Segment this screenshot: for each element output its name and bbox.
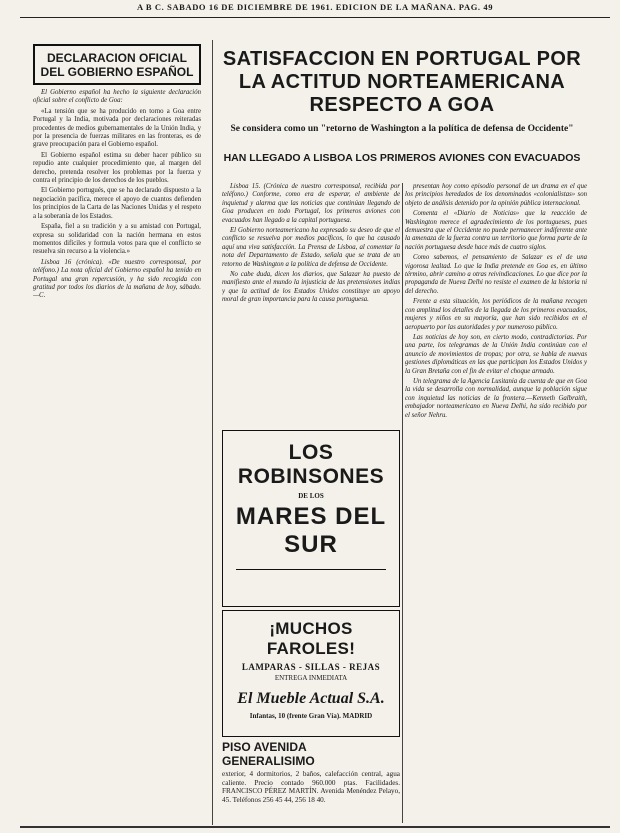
left-paragraph: El Gobierno portugués, que se ha declarado dispuesto a la negociación pacífica, merece el apoyo de cuantos defienden los principios de la Carta de las Naciones Unidas y el respeto a la soberanía de los Estados. (33, 187, 201, 220)
left-article-title: DECLARACION OFICIAL DEL GOBIERNO ESPAÑOL (33, 44, 201, 85)
faroles-address: Infantas, 10 (frente Gran Vía). MADRID (249, 712, 373, 720)
left-paragraph: España, fiel a su tradición y a su amistad con Portugal, expresa su solidaridad con la nación hermana en estos momentos difíciles y formula votos para que el conflicto se resuelva sin recurso a la violencia.» (33, 223, 201, 256)
column-divider (212, 40, 213, 825)
robinsones-ad (222, 430, 400, 607)
left-paragraph: «La tensión que se ha producido en torno a Goa entre Portugal y la India, motivada por declaraciones reiteradas procedentes de medios gubernamentales de la Unión India, y por la presencia de fuerzas militares en las fronteras, es de grave preocupación para el Gobierno español. (33, 107, 201, 149)
piso-text: exterior, 4 dormitorios, 2 baños, calefacción central, agua caliente. Precio contado 960.000 ptas. Facilidades. FRANCISCO PÉREZ MARTÍN. Avenida Menéndez Pelayo, 45. Teléfonos 256 45 44, 256 18 40. (222, 770, 400, 804)
right-paragraph: Las noticias de hoy son, en cierto modo, contradictorias. Por una parte, los telegramas de la Unión India continúan con el anuncio de movimientos de tropas; por otra, se habla de nuevas gestiones diplomáticas en las que participan los Estados Unidos y la Gran Bretaña con el fin de evitar el choque armado. (405, 333, 587, 375)
mid-paragraph: El Gobierno norteamericano ha expresado su deseo de que el conflicto se resuelva por medios pacíficos, lo que ha causado aquí una viva satisfacción. La Prensa de Lisboa, al comentar la nota del Departamento de Estado, señala que se trata de un retorno de Washington a la política de defensa de Occidente. (222, 227, 400, 268)
right-column (405, 183, 587, 813)
ad-divider (236, 569, 386, 570)
column-divider (402, 183, 403, 823)
bottom-rule (20, 826, 610, 828)
mid-paragraph: No cabe duda, dicen los diarios, que Salazar ha puesto de manifiesto ante el mundo la injusticia de las pretensiones indias y que la actitud de los Estados Unidos constituye un apoyo moral de gran importancia para la causa portuguesa. (222, 271, 400, 304)
right-paragraph: Un telegrama de la Agencia Lusitania da cuenta de que en Goa la vida se desarrolla con normalidad, aunque la población sigue con inquietud las noticias de la frontera.—Kenneth Galbraith, embajador norteamericano en Nueva Delhi, ha sido recibido por el señor Nehru. (405, 377, 587, 419)
right-paragraph: presentan hoy como episodio personal de un drama en el que los principios heredados de los denominados «colonialistas» son objeto de análisis detenido por la opinión pública internacional. (405, 183, 587, 207)
main-headline: SATISFACCION EN PORTUGAL POR LA ACTITUD NORTEAMERICANA RESPECTO A GOA (222, 48, 582, 116)
piso-title: PISO AVENIDA GENERALISIMO (222, 740, 315, 768)
right-paragraph: Comenta el «Diario de Noticias» que la reacción de Washington merece el agradecimiento de los portugueses, pues demuestra que el Occidente no puede permanecer indiferente ante la amenaza de la fuerza contra un territorio que forma parte de la nación portuguesa desde hace más de cuatro siglos. (405, 210, 587, 251)
main-subhead: Se considera como un "retorno de Washington a la política de defensa de Occidente" (230, 124, 574, 134)
right-paragraph: Como sabemos, el pensamiento de Salazar es el de una vigorosa lealtad. Lo que la India pretende en Goa es, en último término, abrir camino a otras reivindicaciones. Lo que dice por la propaganda de Nueva Delhi no resiste el examen de la historia ni del derecho. (405, 254, 587, 295)
middle-column (222, 183, 400, 423)
robinsones-connector: DE LOS (298, 492, 324, 500)
faroles-ad (222, 610, 400, 737)
left-paragraph: Lisboa 16 (crónica). «De nuestro corresponsal, por teléfono.) La nota oficial del Gobierno español ha tenido en Portugal una gran repercusión, y ha sido recogida con gratitud por todos los diarios de la mañana de hoy, sábado.—C. (33, 258, 201, 300)
page-header: A B C. SABADO 16 DE DICIEMBRE DE 1961. EDICION DE LA MAÑANA. PAG. 49 (136, 2, 494, 12)
robinsones-title: LOS ROBINSONES (237, 441, 385, 488)
faroles-title: ¡MUCHOS FAROLES! (266, 619, 356, 658)
faroles-shop-name: El Mueble Actual S.A. (237, 690, 385, 707)
robinsones-subtitle: MARES DEL SUR (235, 503, 387, 558)
faroles-note: ENTREGA INMEDIATA (274, 674, 348, 682)
left-column (33, 44, 201, 824)
left-paragraph: El Gobierno español estima su deber hacer público su repudio ante cualquier procedimiento que, al margen del derecho, pretenda resolver los problemas por la fuerza y contra el principio de los derechos de los pueblos. (33, 151, 201, 185)
piso-ad (222, 740, 400, 820)
left-article-lead: El Gobierno español ha hecho la siguiente declaración oficial sobre el conflicto de Goa: (33, 89, 201, 105)
header-rule (20, 17, 610, 18)
mid-paragraph: Lisboa 15. (Crónica de nuestro corresponsal, recibida por teléfono.) Conforme, como era de esperar, el ambiente de inquietud y alarma que las noticias que continúan llegando de Goa producen en todo Portugal, los primeros aviones con evacuados han llegado a la capital portuguesa. (222, 183, 400, 224)
right-paragraph: Frente a esta situación, los periódicos de la mañana recogen con amplitud los detalles de la llegada de los primeros evacuados, mujeres y niños en su mayoría, que han sido recibidos en el aeropuerto por las autoridades y por numeroso público. (405, 298, 587, 331)
main-subhead-secondary: HAN LLEGADO A LISBOA LOS PRIMEROS AVIONES CON EVACUADOS (223, 152, 581, 164)
faroles-items: LAMPARAS - SILLAS - REJAS (241, 662, 381, 672)
